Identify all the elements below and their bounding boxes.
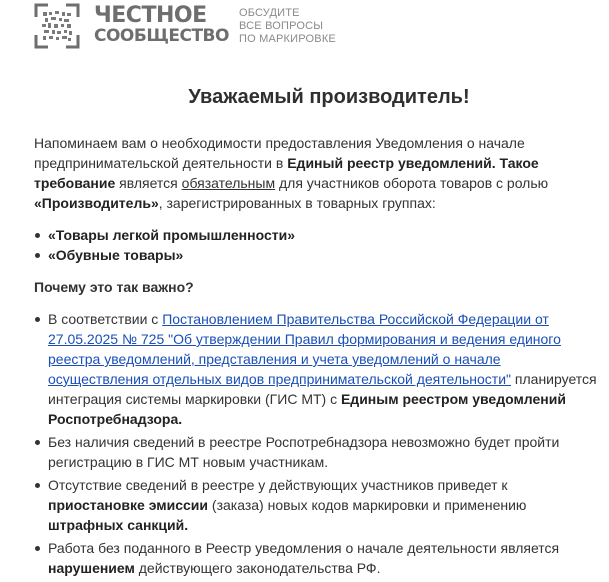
brand-tagline-line1: ОБСУДИТЕ [238, 6, 300, 19]
list-item [34, 225, 604, 245]
list-item [34, 309, 604, 429]
intro-requirement: Такое требование [34, 155, 539, 191]
product-group-1: «Товары легкой промышленности» [48, 227, 295, 243]
brand-title [94, 5, 229, 47]
email-body [34, 86, 604, 581]
brand-title-line2: СООБЩЕСТВО [94, 26, 229, 46]
reason-4-violation: нарушением [48, 560, 135, 576]
reason-3-penalties: штрафных санкций. [48, 517, 189, 533]
brand-title-line1: ЧЕСТНОЕ [94, 3, 207, 28]
qr-code-icon [34, 3, 80, 49]
intro-text-2: является [115, 175, 182, 191]
reason-1-registry: Единым реестром уведомлений Роспотребнадзора. [48, 391, 566, 427]
list-item [34, 475, 604, 535]
intro-text-3: для участников оборота товаров с ролью [275, 175, 549, 191]
intro-text-1: Напоминаем вам о необходимости предоставления Уведомления о начале предпринимательской деятельности в [34, 135, 525, 171]
why-heading: Почему это так важно? [34, 279, 194, 295]
greeting-heading: Уважаемый производитель! [188, 86, 470, 108]
list-item [34, 538, 604, 578]
intro-paragraph [34, 133, 594, 213]
reason-3-emission: приостановке эмиссии [48, 497, 209, 513]
reason-2-text: Без наличия сведений в реестре Роспотребнадзора невозможно будет пройти регистрацию в ГИС МТ новым участникам. [48, 434, 560, 470]
intro-registry: Единый реестр уведомлений. [287, 155, 496, 171]
intro-role: «Производитель» [34, 195, 159, 211]
reasons-list [34, 309, 604, 578]
brand-tagline-line3: ПО МАРКИРОВКЕ [238, 32, 336, 45]
reason-3-prefix: Отсутствие сведений в реестре у действующих участников приведет к [48, 477, 508, 493]
brand-header [34, 2, 336, 50]
reason-3-middle: (заказа) новых кодов маркировки и применению [208, 497, 527, 513]
resolution-link[interactable]: Постановлением Правительства Российской Федерации от 27.05.2025 № 725 "Об утверждении Правил формирования и ведения единого реестра уведомлений, представления и учета уведомлений о начале осуществления отдельных видов предпринимательской деятельности" [48, 311, 561, 387]
reason-4-prefix: Работа без поданного в Реестр уведомления о начале деятельности является [48, 540, 560, 556]
product-groups-list [34, 225, 604, 265]
brand-tagline-line2: ВСЕ ВОПРОСЫ [238, 19, 324, 32]
reason-1-prefix: В соответствии с [48, 311, 163, 327]
intro-mandatory: обязательным [181, 175, 276, 191]
intro-text-4: , зарегистрированных в товарных группах: [158, 195, 436, 211]
reason-1-middle: планируется интеграция системы маркировки (ГИС МТ) с [48, 371, 597, 407]
product-group-2: «Обувные товары» [48, 247, 184, 263]
list-item [34, 245, 604, 265]
list-item [34, 432, 604, 472]
reason-4-suffix: действующего законодательства РФ. [134, 560, 381, 576]
brand-tagline [239, 7, 336, 46]
